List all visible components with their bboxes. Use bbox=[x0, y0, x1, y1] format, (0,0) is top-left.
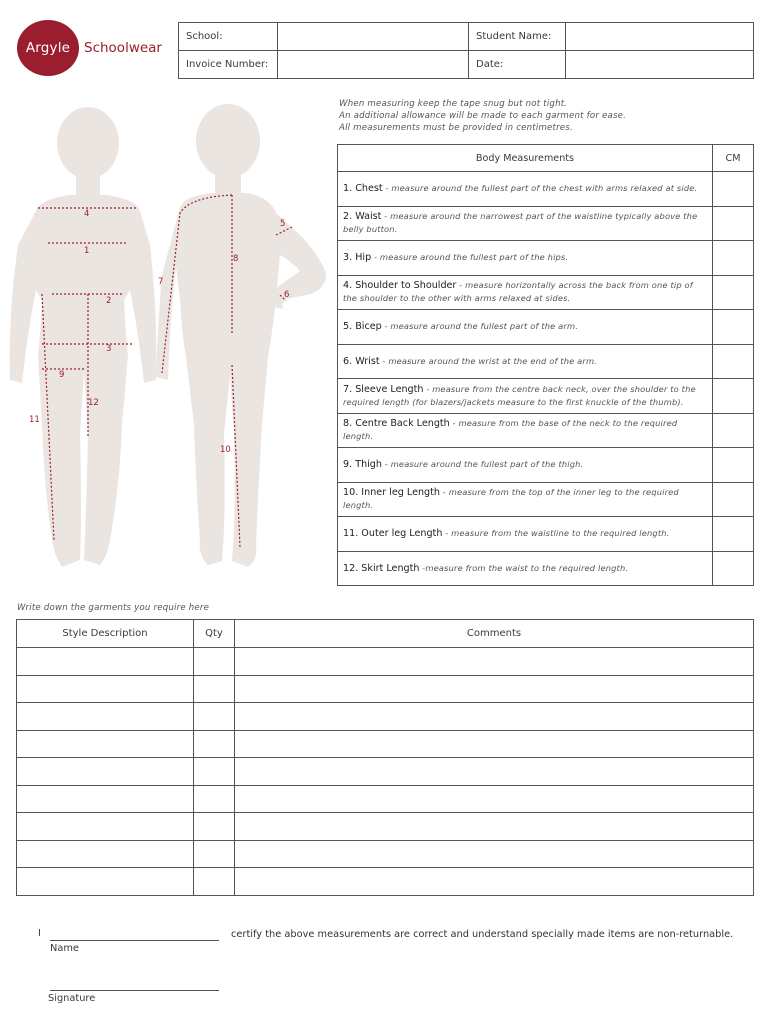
measurements-header: Body Measurements bbox=[338, 145, 713, 172]
comments-cell[interactable] bbox=[235, 813, 754, 841]
measuring-notes bbox=[339, 98, 626, 134]
figure-label-10: 10 bbox=[220, 445, 231, 455]
measurement-row bbox=[338, 241, 754, 276]
measurement-instruction: - measure from the waistline to the required length. bbox=[442, 528, 670, 539]
measurement-instruction: - measure around the fullest part of the arm. bbox=[381, 321, 579, 332]
figure-label-12: 12 bbox=[88, 398, 99, 408]
measurement-title: 7. Sleeve Length bbox=[343, 383, 424, 395]
measurement-description bbox=[338, 206, 713, 241]
garment-row bbox=[17, 730, 754, 758]
measurement-title: 6. Wrist bbox=[343, 355, 380, 367]
comments-cell[interactable] bbox=[235, 758, 754, 786]
measurement-title: 2. Waist bbox=[343, 211, 382, 223]
measurement-row bbox=[338, 344, 754, 379]
comments-cell[interactable] bbox=[235, 703, 754, 731]
measurement-description bbox=[338, 344, 713, 379]
measurement-title: 4. Shoulder to Shoulder bbox=[343, 280, 457, 292]
measurement-row bbox=[338, 448, 754, 483]
garment-row bbox=[17, 868, 754, 896]
body-figures bbox=[0, 95, 335, 590]
measurement-instruction: - measure around the fullest part of the thigh. bbox=[381, 459, 584, 470]
measurement-description bbox=[338, 551, 713, 586]
measurement-row bbox=[338, 517, 754, 552]
measurement-instruction: - measure from the base of the neck to the required length. bbox=[343, 418, 678, 442]
figure-label-1: 1 bbox=[84, 246, 90, 256]
measurement-instruction: - measure from the top of the inner leg to the required length. bbox=[343, 487, 679, 511]
measurement-title: 8. Centre Back Length bbox=[343, 418, 450, 430]
measurement-cm-field[interactable] bbox=[713, 275, 754, 310]
body-measurements-table bbox=[337, 144, 754, 586]
measurement-instruction: - measure around the wrist at the end of the arm. bbox=[379, 355, 597, 366]
measurement-row bbox=[338, 379, 754, 414]
date-label: Date: bbox=[469, 51, 566, 79]
brand-logo bbox=[17, 20, 162, 76]
name-signature-line[interactable] bbox=[50, 940, 219, 941]
measurement-instruction: - measure around the fullest part of the hips. bbox=[371, 252, 569, 263]
measurement-instruction: - measure horizontally across the back from one tip of the shoulder to the other with arms relaxed at sides. bbox=[343, 280, 693, 304]
measurement-description bbox=[338, 172, 713, 207]
figure-label-7: 7 bbox=[158, 277, 164, 287]
measurement-description bbox=[338, 517, 713, 552]
style-description-cell[interactable] bbox=[17, 785, 194, 813]
comments-cell[interactable] bbox=[235, 648, 754, 676]
measurement-row bbox=[338, 275, 754, 310]
measurement-description bbox=[338, 482, 713, 517]
comments-cell[interactable] bbox=[235, 840, 754, 868]
style-description-cell[interactable] bbox=[17, 675, 194, 703]
note-line: An additional allowance will be made to each garment for ease. bbox=[339, 111, 627, 121]
signature-line[interactable] bbox=[50, 990, 219, 991]
logo-circle bbox=[17, 20, 79, 76]
garments-caption: Write down the garments you require here bbox=[17, 603, 210, 613]
garment-row bbox=[17, 675, 754, 703]
figure-label-8: 8 bbox=[233, 254, 239, 264]
measurement-cm-field[interactable] bbox=[713, 379, 754, 414]
comments-cell[interactable] bbox=[235, 675, 754, 703]
comments-cell[interactable] bbox=[235, 730, 754, 758]
measurement-description bbox=[338, 379, 713, 414]
garment-row bbox=[17, 840, 754, 868]
measurement-row bbox=[338, 551, 754, 586]
measurement-title: 10. Inner leg Length bbox=[343, 487, 440, 499]
measurement-cm-field[interactable] bbox=[713, 482, 754, 517]
invoice-number-label: Invoice Number: bbox=[179, 51, 278, 79]
measurement-title: 1. Chest bbox=[343, 183, 383, 195]
measurement-instruction: - measure from the centre back neck, over the shoulder to the required length (for blazers/jackets measure to the first knuckle of the thumb). bbox=[343, 383, 696, 407]
cm-header: CM bbox=[713, 145, 754, 172]
figure-label-2: 2 bbox=[106, 296, 112, 306]
figure-label-11: 11 bbox=[29, 415, 40, 425]
garment-row bbox=[17, 703, 754, 731]
figure-label-9: 9 bbox=[59, 370, 65, 380]
figure-label-4: 4 bbox=[84, 209, 90, 219]
measurement-row bbox=[338, 310, 754, 345]
qty-cell[interactable] bbox=[194, 758, 235, 786]
measurement-row bbox=[338, 206, 754, 241]
measurement-cm-field[interactable] bbox=[713, 206, 754, 241]
measurement-cm-field[interactable] bbox=[713, 241, 754, 276]
student-name-field[interactable] bbox=[566, 23, 754, 51]
figure-label-5: 5 bbox=[280, 219, 286, 229]
date-field[interactable] bbox=[566, 51, 754, 79]
qty-cell[interactable] bbox=[194, 675, 235, 703]
garment-row bbox=[17, 813, 754, 841]
measurement-cm-field[interactable] bbox=[713, 551, 754, 586]
measurement-title: 3. Hip bbox=[343, 252, 372, 264]
measurement-instruction: -measure from the waist to the required length. bbox=[419, 562, 629, 573]
name-label: Name bbox=[50, 943, 79, 954]
comments-header: Comments bbox=[235, 620, 754, 648]
note-line: All measurements must be provided in centimetres. bbox=[339, 123, 573, 133]
qty-cell[interactable] bbox=[194, 703, 235, 731]
measurement-title: 5. Bicep bbox=[343, 321, 382, 333]
style-description-cell[interactable] bbox=[17, 703, 194, 731]
certify-prefix: I bbox=[38, 928, 41, 939]
measurement-instruction: - measure around the narrowest part of the waistline typically above the belly button. bbox=[343, 211, 698, 235]
measurement-row bbox=[338, 413, 754, 448]
comments-cell[interactable] bbox=[235, 785, 754, 813]
measurement-instruction: - measure around the fullest part of the chest with arms relaxed at side. bbox=[382, 183, 698, 194]
figure-label-3: 3 bbox=[106, 344, 112, 354]
garment-row bbox=[17, 648, 754, 676]
measurement-description bbox=[338, 310, 713, 345]
style-description-cell[interactable] bbox=[17, 868, 194, 896]
qty-cell[interactable] bbox=[194, 785, 235, 813]
qty-cell[interactable] bbox=[194, 730, 235, 758]
measurement-title: 9. Thigh bbox=[343, 459, 382, 471]
measurement-description bbox=[338, 275, 713, 310]
school-label: School: bbox=[179, 23, 278, 51]
style-description-header: Style Description bbox=[17, 620, 194, 648]
certification-statement: certify the above measurements are correct and understand specially made items are non-returnable. bbox=[231, 929, 734, 940]
measurement-cm-field[interactable] bbox=[713, 517, 754, 552]
student-name-label: Student Name: bbox=[469, 23, 566, 51]
style-description-cell[interactable] bbox=[17, 840, 194, 868]
logo-text-argyle: Argyle bbox=[25, 40, 71, 56]
garments-table bbox=[16, 619, 754, 896]
logo-text-schoolwear: Schoolwear bbox=[84, 40, 162, 56]
measurement-title: 11. Outer leg Length bbox=[343, 528, 443, 540]
school-field[interactable] bbox=[278, 23, 469, 51]
garment-row bbox=[17, 785, 754, 813]
note-line: When measuring keep the tape snug but not tight. bbox=[339, 99, 568, 109]
garment-row bbox=[17, 758, 754, 786]
style-description-cell[interactable] bbox=[17, 758, 194, 786]
order-info-table bbox=[178, 22, 754, 79]
figure-label-6: 6 bbox=[284, 290, 290, 300]
invoice-number-field[interactable] bbox=[278, 51, 469, 79]
measurement-row bbox=[338, 172, 754, 207]
measurement-row bbox=[338, 482, 754, 517]
body-figures-illustration bbox=[0, 95, 335, 590]
qty-header: Qty bbox=[194, 620, 235, 648]
measurement-description bbox=[338, 241, 713, 276]
qty-cell[interactable] bbox=[194, 868, 235, 896]
style-description-cell[interactable] bbox=[17, 813, 194, 841]
measurement-cm-field[interactable] bbox=[713, 310, 754, 345]
signature-label: Signature bbox=[48, 993, 96, 1004]
measurement-cm-field[interactable] bbox=[713, 413, 754, 448]
qty-cell[interactable] bbox=[194, 648, 235, 676]
qty-cell[interactable] bbox=[194, 813, 235, 841]
style-description-cell[interactable] bbox=[17, 730, 194, 758]
comments-cell[interactable] bbox=[235, 868, 754, 896]
measurement-description bbox=[338, 448, 713, 483]
measurement-cm-field[interactable] bbox=[713, 344, 754, 379]
qty-cell[interactable] bbox=[194, 840, 235, 868]
measurement-cm-field[interactable] bbox=[713, 172, 754, 207]
measurement-title: 12. Skirt Length bbox=[343, 562, 420, 574]
measurement-cm-field[interactable] bbox=[713, 448, 754, 483]
measurement-description bbox=[338, 413, 713, 448]
style-description-cell[interactable] bbox=[17, 648, 194, 676]
